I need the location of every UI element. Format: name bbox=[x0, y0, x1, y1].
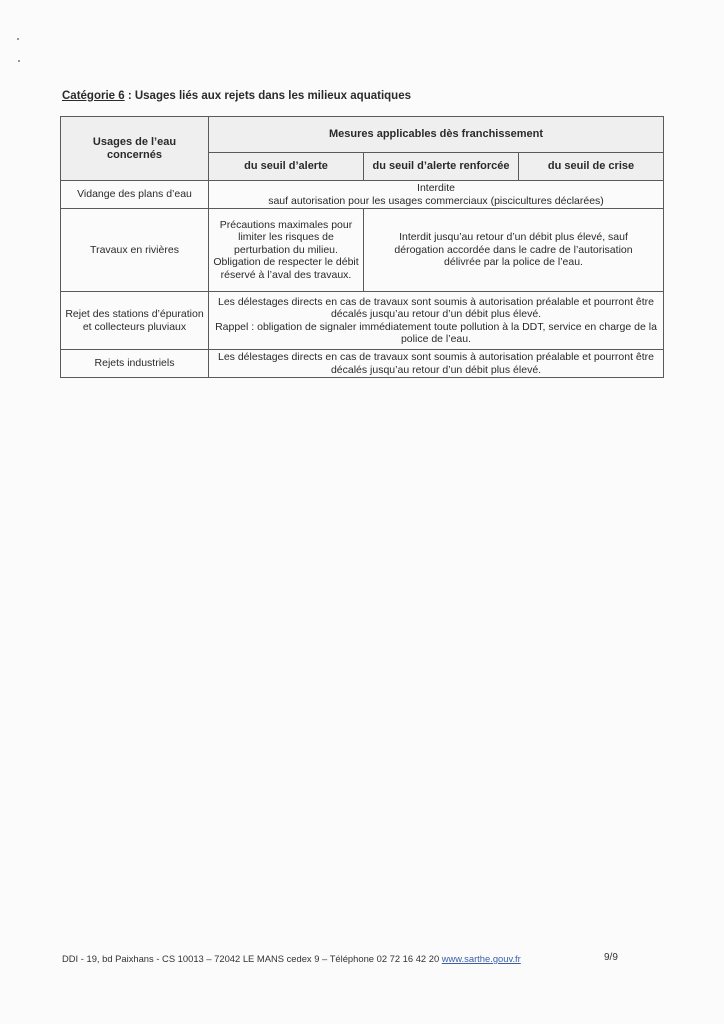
table-row bbox=[61, 181, 664, 209]
table-row bbox=[61, 292, 664, 350]
header-seuil-crise: du seuil de crise bbox=[519, 153, 664, 181]
category-title: : Usages liés aux rejets dans les milieux aquatiques bbox=[124, 90, 411, 102]
usage-cell: Travaux en rivières bbox=[61, 209, 209, 292]
usage-cell: Rejets industriels bbox=[61, 350, 209, 378]
measure-line: sauf autorisation pour les usages commerciaux (piscicultures déclarées) bbox=[268, 194, 604, 207]
measure-cell-alerte: Précautions maximales pour limiter les risques de perturbation du milieu. Obligation de respecter le débit réservé à l’aval des travaux. bbox=[209, 209, 364, 292]
scan-speck bbox=[18, 60, 20, 62]
section-heading bbox=[62, 90, 411, 102]
measures-table bbox=[60, 116, 664, 378]
footer-website-link[interactable]: www.sarthe.gouv.fr bbox=[441, 953, 521, 964]
measure-line: Rappel : obligation de signaler immédiatement toute pollution à la DDT, service en charge de la police de l’eau. bbox=[215, 320, 657, 346]
header-usages: Usages de l’eau concernés bbox=[61, 117, 209, 181]
usage-cell: Vidange des plans d’eau bbox=[61, 181, 209, 209]
measure-line: Interdite bbox=[417, 182, 455, 194]
page-footer bbox=[62, 953, 662, 964]
measure-cell bbox=[209, 292, 664, 350]
header-seuil-alerte-renforcee: du seuil d’alerte renforcée bbox=[364, 153, 519, 181]
header-mesures: Mesures applicables dès franchissement bbox=[209, 117, 664, 153]
usage-cell: Rejet des stations d’épuration et collecteurs pluviaux bbox=[61, 292, 209, 350]
table-row bbox=[61, 209, 664, 292]
measure-cell: Les délestages directs en cas de travaux sont soumis à autorisation préalable et pourront être décalés jusqu’au retour d’un débit plus élevé. bbox=[209, 350, 664, 378]
measure-cell bbox=[209, 181, 664, 209]
page-number: 9/9 bbox=[604, 952, 618, 963]
footer-address: DDI - 19, bd Paixhans - CS 10013 – 72042 LE MANS cedex 9 – Téléphone 02 72 16 42 20 bbox=[62, 953, 442, 964]
measure-cell-renforcee-crise: Interdit jusqu’au retour d’un débit plus élevé, sauf dérogation accordée dans le cadre de l’autorisation délivrée par la police de l’eau. bbox=[364, 209, 664, 292]
category-label: Catégorie 6 bbox=[62, 90, 125, 102]
measure-line: Les délestages directs en cas de travaux sont soumis à autorisation préalable et pourront être décalés jusqu’au retour d’un débit plus élevé. bbox=[218, 295, 655, 321]
header-seuil-alerte: du seuil d’alerte bbox=[209, 153, 364, 181]
table-row bbox=[61, 350, 664, 378]
scan-speck bbox=[17, 38, 19, 40]
table-header-row bbox=[61, 117, 664, 153]
